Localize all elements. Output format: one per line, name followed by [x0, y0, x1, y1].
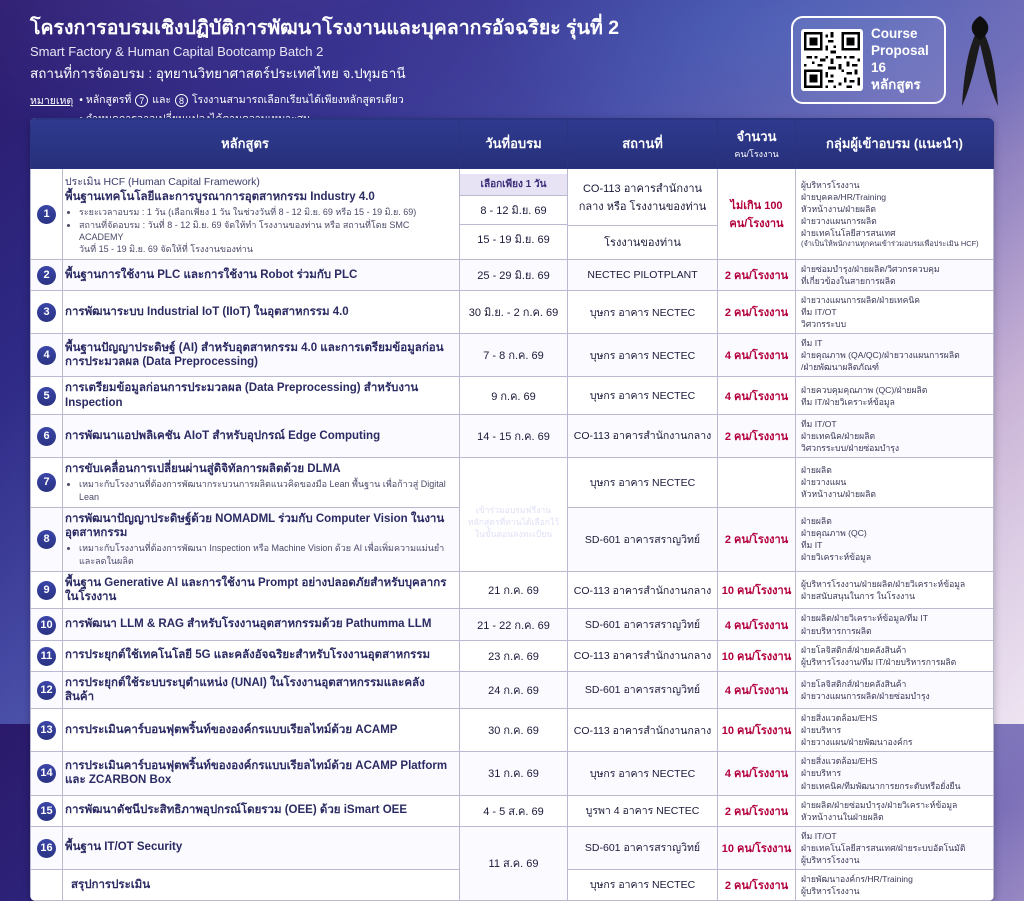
table-row[interactable] [31, 826, 994, 869]
note-course-7: 7 [135, 94, 148, 107]
row-target: ทีม IT/OT ฝ่ายเทคนิค/ฝ่ายผลิต วิศวกรระบบ/ฝ่ายซ่อมบำรุง [796, 414, 994, 457]
row-qty: 10 คน/โรงงาน [718, 571, 796, 609]
note-1: • หลักสูตรที่ 7 และ 8 โรงงานสามารถเลือกเรียนได้เพียงหลักสูตรเดียว [79, 94, 404, 106]
table-row[interactable] [31, 377, 994, 415]
row-date: 7 - 8 ก.ค. 69 [460, 334, 568, 377]
badge-line-1: Course [871, 26, 918, 42]
table-row[interactable] [31, 709, 994, 752]
row-course-name: พื้นฐานการใช้งาน PLC และการใช้งาน Robot ร่วมกับ PLC [63, 259, 460, 290]
col-course: หลักสูตร [31, 119, 460, 169]
row-course-name: การประเมินคาร์บอนฟุตพริ้นท์ขององค์กรแบบเรียลไทม์ด้วย ACAMP Platform และ ZCARBON Box [63, 752, 460, 795]
table-row[interactable] [31, 334, 994, 377]
table-header-row [31, 119, 994, 169]
row-date[interactable] [460, 169, 568, 260]
row-qty: 2 คน/โรงงาน [718, 795, 796, 826]
row-number: 12 [31, 671, 63, 709]
row-number: 4 [31, 334, 63, 377]
row-course-name: ประเมิน HCF (Human Capital Framework) พื้นฐานเทคโนโลยีและการบูรณาการอุตสาหกรรม Industry 4.0 • ระยะเวลาอบรม : 1 วัน (เลือกเพียง 1 วัน ในช่วงวันที่ 8 - 12 มิ.ย. 69 หรือ 15 - 19 มิ.ย. 69) • สถานที่จัดอบรม : วันที่ 8 - 12 มิ.ย. 69 จัดให้ทำ โรงงานของท่าน หรือ สถานที่โดย SMC ACADEMY วันที่ 15 - 19 มิ.ย. 69 จัดให้ที่ โรงงานของท่าน [63, 169, 460, 260]
row-date: 11 ส.ค. 69 [460, 826, 568, 900]
row-date: 4 - 5 ส.ค. 69 [460, 795, 568, 826]
row-target: ฝ่ายผลิต ฝ่ายวางแผน หัวหน้างาน/ฝ่ายผลิต [796, 458, 994, 508]
row-number: 7 [31, 458, 63, 508]
col-place: สถานที่ [568, 119, 718, 169]
table-row[interactable] [31, 609, 994, 640]
row-number: 14 [31, 752, 63, 795]
table-row[interactable] [31, 259, 994, 290]
table-body [31, 169, 994, 901]
row-course-name: พื้นฐานปัญญาประดิษฐ์ (AI) สำหรับอุตสาหกรรม 4.0 และการเตรียมข้อมูลก่อนการประมวลผล (Data Preprocessing) [63, 334, 460, 377]
row-place: บุษกร อาคาร NECTEC [568, 334, 718, 377]
row-number: 13 [31, 709, 63, 752]
row-target: ฝ่ายวางแผนการผลิต/ฝ่ายเทคนิค ทีม IT/OT วิศวกรระบบ [796, 291, 994, 334]
row-target: ผู้บริหารโรงงาน/ฝ่ายผลิต/ฝ่ายวิเคราะห์ข้อมูล ฝ่ายสนับสนุนในการ ในโรงงาน [796, 571, 994, 609]
table-row[interactable] [31, 752, 994, 795]
row-qty: 10 คน/โรงงาน [718, 640, 796, 671]
note-course-8: 8 [175, 94, 188, 107]
page-subtitle: Smart Factory & Human Capital Bootcamp Batch 2 [30, 44, 324, 59]
row-date: 23 ก.ค. 69 [460, 640, 568, 671]
date-option-1[interactable]: 8 - 12 มิ.ย. 69 [460, 196, 567, 225]
notes-label: หมายเหตุ [30, 95, 74, 107]
row-qty: 4 คน/โรงงาน [718, 752, 796, 795]
course-proposal-badge[interactable] [791, 16, 946, 104]
row-qty: 4 คน/โรงงาน [718, 609, 796, 640]
row-date: 21 ก.ค. 69 [460, 571, 568, 609]
row-target: ฝ่ายพัฒนาองค์กร/HR/Training ผู้บริหารโรงงาน [796, 869, 994, 900]
venue-line: สถานที่การจัดอบรม : อุทยานวิทยาศาสตร์ประเทศไทย จ.ปทุมธานี [30, 66, 406, 81]
row-date: 14 - 15 ก.ค. 69 [460, 414, 568, 457]
badge-text [871, 26, 936, 94]
course-table [30, 118, 994, 901]
row-target: ฝ่ายผลิต/ฝ่ายวิเคราะห์ข้อมูล/ทีม IT ฝ่ายบริหารการผลิต [796, 609, 994, 640]
row-qty [718, 458, 796, 508]
row-date: 9 ก.ค. 69 [460, 377, 568, 415]
row-number: 3 [31, 291, 63, 334]
row-course-name: การเตรียมข้อมูลก่อนการประมวลผล (Data Preprocessing) สำหรับงาน Inspection [63, 377, 460, 415]
row-qty: 4 คน/โรงงาน [718, 377, 796, 415]
row-course-name: การพัฒนาปัญญาประดิษฐ์ด้วย NOMADML ร่วมกับ Computer Vision ในงานอุตสาหกรรม • เหมาะกับโรงงานที่ต้องการพัฒนา Inspection หรือ Machine Vision ด้วย AI เพื่อเพิ่มความแม่นยำและลดในผลิต [63, 507, 460, 571]
row-place: SD-601 อาคารสราญวิทย์ [568, 671, 718, 709]
row-date: 24 ก.ค. 69 [460, 671, 568, 709]
table-row[interactable] [31, 458, 994, 508]
row-qty: ไม่เกิน 100 คน/โรงงาน [718, 169, 796, 260]
row-place: SD-601 อาคารสราญวิทย์ [568, 609, 718, 640]
row-place: บูรพา 4 อาคาร NECTEC [568, 795, 718, 826]
badge-line-2: Proposal [871, 43, 929, 59]
row-target: ฝ่ายควบคุมคุณภาพ (QC)/ฝ่ายผลิต ทีม IT/ฝ่ายวิเคราะห์ข้อมูล [796, 377, 994, 415]
table-row[interactable] [31, 671, 994, 709]
row-place: บุษกร อาคาร NECTEC [568, 458, 718, 508]
row-place: บุษกร อาคาร NECTEC [568, 869, 718, 900]
row-place: บุษกร อาคาร NECTEC [568, 377, 718, 415]
row-course-name: การพัฒนาดัชนีประสิทธิภาพอุปกรณ์โดยรวม (OEE) ด้วย iSmart OEE [63, 795, 460, 826]
row-place: CO-113 อาคารสำนักงานกลาง [568, 640, 718, 671]
row-number: 2 [31, 259, 63, 290]
row-course-name: การพัฒนา LLM & RAG สำหรับโรงงานอุตสาหกรรมด้วย Pathumma LLM [63, 609, 460, 640]
row-qty: 2 คน/โรงงาน [718, 414, 796, 457]
row-target: ฝ่ายผลิต ฝ่ายคุณภาพ (QC) ทีม IT ฝ่ายวิเคราะห์ข้อมูล [796, 507, 994, 571]
row-qty: 2 คน/โรงงาน [718, 259, 796, 290]
row-course-name: การประยุกต์ใช้ระบบระบุตำแหน่ง (UNAI) ในโรงงานอุตสาหกรรมและคลังสินค้า [63, 671, 460, 709]
row-number: 8 [31, 507, 63, 571]
row-place: CO-113 อาคารสำนักงานกลาง [568, 571, 718, 609]
row-date: 30 มิ.ย. - 2 ก.ค. 69 [460, 291, 568, 334]
row-place: CO-113 อาคารสำนักงานกลาง [568, 709, 718, 752]
row-course-name: การประเมินคาร์บอนฟุตพริ้นท์ขององค์กรแบบเรียลไทม์ด้วย ACAMP [63, 709, 460, 752]
row-qty: 4 คน/โรงงาน [718, 334, 796, 377]
table-row[interactable] [31, 414, 994, 457]
row-qty: 2 คน/โรงงาน [718, 507, 796, 571]
col-date: วันที่อบรม [460, 119, 568, 169]
row-number: 11 [31, 640, 63, 671]
row-place: SD-601 อาคารสราญวิทย์ [568, 507, 718, 571]
row-place: บุษกร อาคาร NECTEC [568, 752, 718, 795]
row-course-name: การพัฒนาระบบ Industrial IoT (IIoT) ในอุตสาหกรรม 4.0 [63, 291, 460, 334]
row-date: 31 ก.ค. 69 [460, 752, 568, 795]
row-target: ผู้บริหารโรงงาน ฝ่ายบุคคล/HR/Training หัวหน้างาน/ฝ่ายผลิต ฝ่ายวางแผนการผลิต ฝ่ายเทคโนโลยีสารสนเทศ (จำเป็นให้พนักงานทุกคนเข้าร่วมอบรมเพื่อประเมิน HCF) [796, 169, 994, 260]
row-place: NECTEC PILOTPLANT [568, 259, 718, 290]
table-row[interactable] [31, 640, 994, 671]
page-title: โครงการอบรมเชิงปฏิบัติการพัฒนาโรงงานและบุคลากรอัจฉริยะ รุ่นที่ 2 [30, 17, 620, 39]
col-qty: จำนวน คน/โรงงาน [718, 119, 796, 169]
row-place: SD-601 อาคารสราญวิทย์ [568, 826, 718, 869]
row-number: 5 [31, 377, 63, 415]
row-target: ฝ่ายสิ่งแวดล้อม/EHS ฝ่ายบริหาร ฝ่ายเทคนิค/ทีมพัฒนาการยกระดับหรือยั่งยืน [796, 752, 994, 795]
row-number: 1 [31, 169, 63, 260]
row-qty: 4 คน/โรงงาน [718, 671, 796, 709]
row-course-name: พื้นฐาน Generative AI และการใช้งาน Prompt อย่างปลอดภัยสำหรับบุคลากรในโรงงาน [63, 571, 460, 609]
qr-code-icon[interactable] [801, 29, 863, 91]
row-number: 6 [31, 414, 63, 457]
row-qty: 2 คน/โรงงาน [718, 291, 796, 334]
badge-line-3: 16 หลักสูตร [871, 60, 921, 92]
row-course-name: การพัฒนาแอปพลิเคชัน AIoT สำหรับอุปกรณ์ Edge Computing [63, 414, 460, 457]
mourning-ribbon-icon [954, 14, 1006, 109]
table-row[interactable] [31, 795, 994, 826]
row-qty: 2 คน/โรงงาน [718, 869, 796, 900]
row-course-name: การประยุกต์ใช้เทคโนโลยี 5G และคลังอัจฉริยะสำหรับโรงงานอุตสาหกรรม [63, 640, 460, 671]
document-header [30, 12, 619, 129]
place-option-1: CO-113 อาคารสำนักงานกลาง หรือ โรงงานของท่าน [568, 169, 717, 226]
row-date-highlight[interactable]: 16 - 17 ก.ค. 69 เข้าร่วมอบรมฟรีงานหลักสูตรที่ท่านได้เลือกไว้ในขั้นตอนลงทะเบียน [460, 458, 568, 572]
pick-one-label: เลือกเพียง 1 วัน [460, 174, 567, 196]
row-place [568, 169, 718, 260]
row-place: CO-113 อาคารสำนักงานกลาง [568, 414, 718, 457]
row-qty: 10 คน/โรงงาน [718, 826, 796, 869]
table-row[interactable] [31, 169, 994, 260]
table-row[interactable] [31, 291, 994, 334]
row-target: ฝ่ายสิ่งแวดล้อม/EHS ฝ่ายบริหาร ฝ่ายวางแผน/ฝ่ายพัฒนาองค์กร [796, 709, 994, 752]
place-option-2: โรงงานของท่าน [604, 237, 681, 250]
summary-label: สรุปการประเมิน [63, 869, 460, 900]
row-target: ทีม IT/OT ฝ่ายเทคโนโลยีสารสนเทศ/ฝ่ายระบบอัตโนมัติ ผู้บริหารโรงงาน [796, 826, 994, 869]
row-course-name: การขับเคลื่อนการเปลี่ยนผ่านสู่ดิจิทัลการผลิตด้วย DLMA • เหมาะกับโรงงานที่ต้องการพัฒนากระบวนการผลิตแนวคิดของมือ Lean พื้นฐาน เพื่อก้าวสู่ Digital Lean [63, 458, 460, 508]
row-target: ฝ่ายโลจิสติกส์/ฝ่ายคลังสินค้า ฝ่ายวางแผนการผลิต/ฝ่ายซ่อมบำรุง [796, 671, 994, 709]
row-date: 30 ก.ค. 69 [460, 709, 568, 752]
row-target: ฝ่ายซ่อมบำรุง/ฝ่ายผลิต/วิศวกรควบคุม ที่เกี่ยวข้องในสายการผลิต [796, 259, 994, 290]
date-option-2[interactable]: 15 - 19 มิ.ย. 69 [477, 234, 550, 247]
table-row[interactable] [31, 571, 994, 609]
row-date: 21 - 22 ก.ค. 69 [460, 609, 568, 640]
row-number: 10 [31, 609, 63, 640]
col-target: กลุ่มผู้เข้าอบรม (แนะนำ) [796, 119, 994, 169]
row-target: ฝ่ายโลจิสติกส์/ฝ่ายคลังสินค้า ผู้บริหารโรงงาน/ทีม IT/ฝ่ายบริหารการผลิต [796, 640, 994, 671]
row-number: 9 [31, 571, 63, 609]
row-target: ฝ่ายผลิต/ฝ่ายซ่อมบำรุง/ฝ่ายวิเคราะห์ข้อมูล หัวหน้างานในฝ่ายผลิต [796, 795, 994, 826]
row-qty: 10 คน/โรงงาน [718, 709, 796, 752]
row-place: บุษกร อาคาร NECTEC [568, 291, 718, 334]
row-number: 16 [31, 826, 63, 869]
row-date: 25 - 29 มิ.ย. 69 [460, 259, 568, 290]
row-number [31, 869, 63, 900]
row-course-name: พื้นฐาน IT/OT Security [63, 826, 460, 869]
row-target: ทีม IT ฝ่ายคุณภาพ (QA/QC)/ฝ่ายวางแผนการผลิต /ฝ่ายพัฒนาผลิตภัณฑ์ [796, 334, 994, 377]
row-number: 15 [31, 795, 63, 826]
